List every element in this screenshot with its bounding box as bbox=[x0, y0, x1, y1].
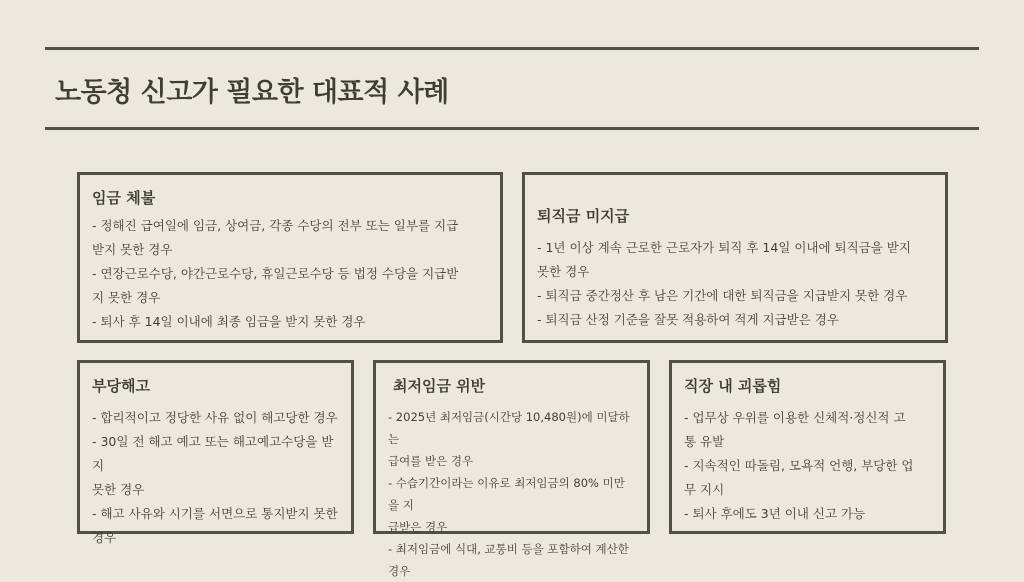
list-item: - 해고 사유와 시기를 서면으로 통지받지 못한 bbox=[92, 506, 338, 521]
list-item: - 1년 이상 계속 근로한 근로자가 퇴직 후 14일 이내에 퇴직금을 받지 bbox=[537, 240, 911, 255]
page-title: 노동청 신고가 필요한 대표적 사례 bbox=[55, 77, 449, 108]
card-wage-arrears bbox=[77, 172, 503, 343]
list-item: - 최저임금에 식대, 교통비 등을 포함하여 계산한 경우 bbox=[388, 542, 629, 578]
list-item: - 정해진 급여일에 임금, 상여금, 각종 수당의 전부 또는 일부를 지급 bbox=[92, 218, 459, 233]
list-item: - 30일 전 해고 예고 또는 해고예고수당을 받지 bbox=[92, 434, 334, 473]
card-heading: 임금 체불 bbox=[92, 189, 156, 207]
list-item: 받지 못한 경우 bbox=[92, 242, 173, 257]
list-item: 급여를 받은 경우 bbox=[388, 454, 474, 468]
list-item: - 퇴직금 산정 기준을 잘못 적용하여 적게 지급받은 경우 bbox=[537, 312, 839, 327]
list-item: - 2025년 최저임금(시간당 10,480원)에 미달하는 bbox=[388, 410, 630, 446]
list-item: 급받은 경우 bbox=[388, 520, 448, 534]
card-severance-unpaid bbox=[522, 172, 948, 343]
list-item: - 퇴사 후에도 3년 이내 신고 가능 bbox=[684, 506, 866, 521]
card-heading: 퇴직금 미지급 bbox=[537, 207, 630, 225]
list-item: - 업무상 우위를 이용한 신체적·정신적 고 bbox=[684, 410, 906, 425]
card-list bbox=[92, 214, 488, 334]
card-heading: 부당해고 bbox=[92, 377, 150, 395]
list-item: 못한 경우 bbox=[92, 482, 145, 497]
list-item: - 연장근로수당, 야간근로수당, 휴일근로수당 등 법정 수당을 지급받 bbox=[92, 266, 459, 281]
card-workplace-harassment bbox=[669, 360, 946, 534]
top-divider bbox=[45, 47, 979, 50]
list-item: 경우 bbox=[92, 530, 117, 545]
card-list bbox=[92, 406, 339, 550]
card-list bbox=[388, 406, 635, 582]
list-item: 지 못한 경우 bbox=[92, 290, 161, 305]
list-item: 통 유발 bbox=[684, 434, 725, 449]
list-item: 못한 경우 bbox=[537, 264, 590, 279]
list-item: - 퇴사 후 14일 이내에 최종 임금을 받지 못한 경우 bbox=[92, 314, 366, 329]
list-item: - 수습기간이라는 이유로 최저임금의 80% 미만을 지 bbox=[388, 476, 625, 512]
list-item: - 합리적이고 정당한 사유 없이 해고당한 경우 bbox=[92, 410, 338, 425]
list-item: 무 지시 bbox=[684, 482, 725, 497]
card-list bbox=[537, 236, 933, 332]
card-heading: 직장 내 괴롭힘 bbox=[684, 377, 782, 395]
title-divider bbox=[45, 127, 979, 130]
list-item: - 퇴직금 중간정산 후 남은 기간에 대한 퇴직금을 지급받지 못한 경우 bbox=[537, 288, 908, 303]
list-item: - 지속적인 따돌림, 모욕적 언행, 부당한 업 bbox=[684, 458, 914, 473]
card-list bbox=[684, 406, 931, 526]
card-heading: 최저임금 위반 bbox=[393, 377, 486, 395]
card-unfair-dismissal bbox=[77, 360, 354, 545]
card-minimum-wage-violation bbox=[373, 360, 650, 578]
